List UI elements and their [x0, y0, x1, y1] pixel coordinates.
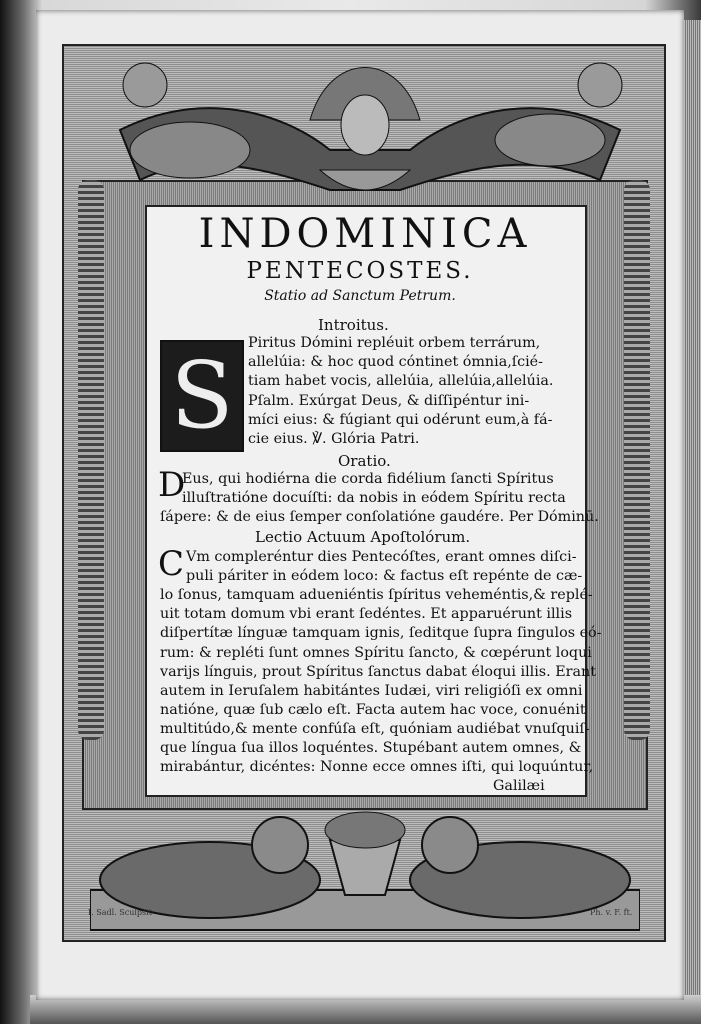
cherub-ornament	[80, 30, 650, 210]
lectio-line: natióne, quæ ſub cælo eſt. Facta autem hac voce, conuénit	[160, 702, 586, 718]
introitus-line: cie eius. ℣. Glória Patri.	[248, 431, 420, 447]
lectio-line: autem in Ieruſalem habitántes Iudæi, viri religióſi ex omni	[160, 683, 583, 699]
lectio-line: varijs línguis, prout Spíritus ſanctus dabat éloqui illis. Erant	[160, 664, 596, 680]
oratio-line: ſápere: & de eius ſemper conſolatióne gaudére. Per Dóminū.	[160, 509, 599, 525]
lions-urn-ornament	[90, 800, 640, 940]
oratio-heading: Oratio.	[338, 452, 391, 470]
ornamental-initial-s: S	[160, 340, 244, 452]
engraver-signature-left: I. Sadl. Sculpsit	[88, 908, 152, 917]
lectio-heading: Lectio Actuum Apoſtolórum.	[255, 528, 471, 546]
lectio-line: Vm compleréntur dies Pentecóſtes, erant omnes diſci-	[186, 549, 577, 565]
initial-d: D	[158, 465, 186, 505]
introitus-line: Pſalm. Exúrgat Deus, & diſſipéntur ini-	[248, 393, 530, 409]
book-spine	[0, 0, 38, 1024]
left-garland	[78, 180, 104, 740]
introitus-line: Piritus Dómini repléuit orbem terrárum,	[248, 335, 541, 351]
introitus-line: allelúia: & hoc quod cóntinet ómnia,ſcié-	[248, 354, 543, 370]
page-subtitle: PENTECOSTES.	[246, 258, 474, 284]
lectio-line: mirabántur, dicéntes: Nonne ecce omnes iſti, qui loquúntur,	[160, 759, 594, 775]
catchword: Galilæi	[493, 778, 545, 794]
lectio-line: puli páriter in eódem loco: & factus eſt repénte de cæ-	[186, 568, 583, 584]
lectio-line: diſpertítæ línguæ tamquam ignis, ſeditque ſupra ſingulos eó-	[160, 625, 602, 641]
page-edges	[684, 20, 701, 1010]
lectio-line: multitúdo,& mente confúſa eſt, quóniam audiébat vnuſquiſ-	[160, 721, 590, 737]
oratio-line: illuſtratióne docuíſti: da nobis in eódem Spíritu recta	[182, 490, 566, 506]
engraver-signature-right: Ph. v. F. ft.	[590, 908, 633, 917]
lectio-line: rum: & repléti ſunt omnes Spíritu ſancto, & cœpérunt loqui	[160, 645, 592, 661]
oratio-line: Eus, qui hodiérna die corda fidélium ſancti Spíritus	[182, 471, 554, 487]
introitus-line: míci eius: & fúgiant qui odérunt eum,à fá-	[248, 412, 553, 428]
statio-line: Statio ad Sanctum Petrum.	[264, 288, 456, 304]
lectio-line: uit totam domum vbi erant ſedéntes. Et apparuérunt illis	[160, 606, 573, 622]
page-title: INDOMINICA	[198, 211, 532, 257]
lectio-line: lo ſonus, tamquam adueniéntis ſpíritus veheméntis,& replé-	[160, 587, 593, 603]
right-garland	[624, 180, 650, 740]
lectio-line: que língua ſua illos loquéntes. Stupébant autem omnes, &	[160, 740, 582, 756]
introitus-heading: Introitus.	[318, 316, 389, 334]
initial-c: C	[158, 544, 185, 584]
introitus-line: tiam habet vocis, allelúia, allelúia,allelúia.	[248, 373, 554, 389]
